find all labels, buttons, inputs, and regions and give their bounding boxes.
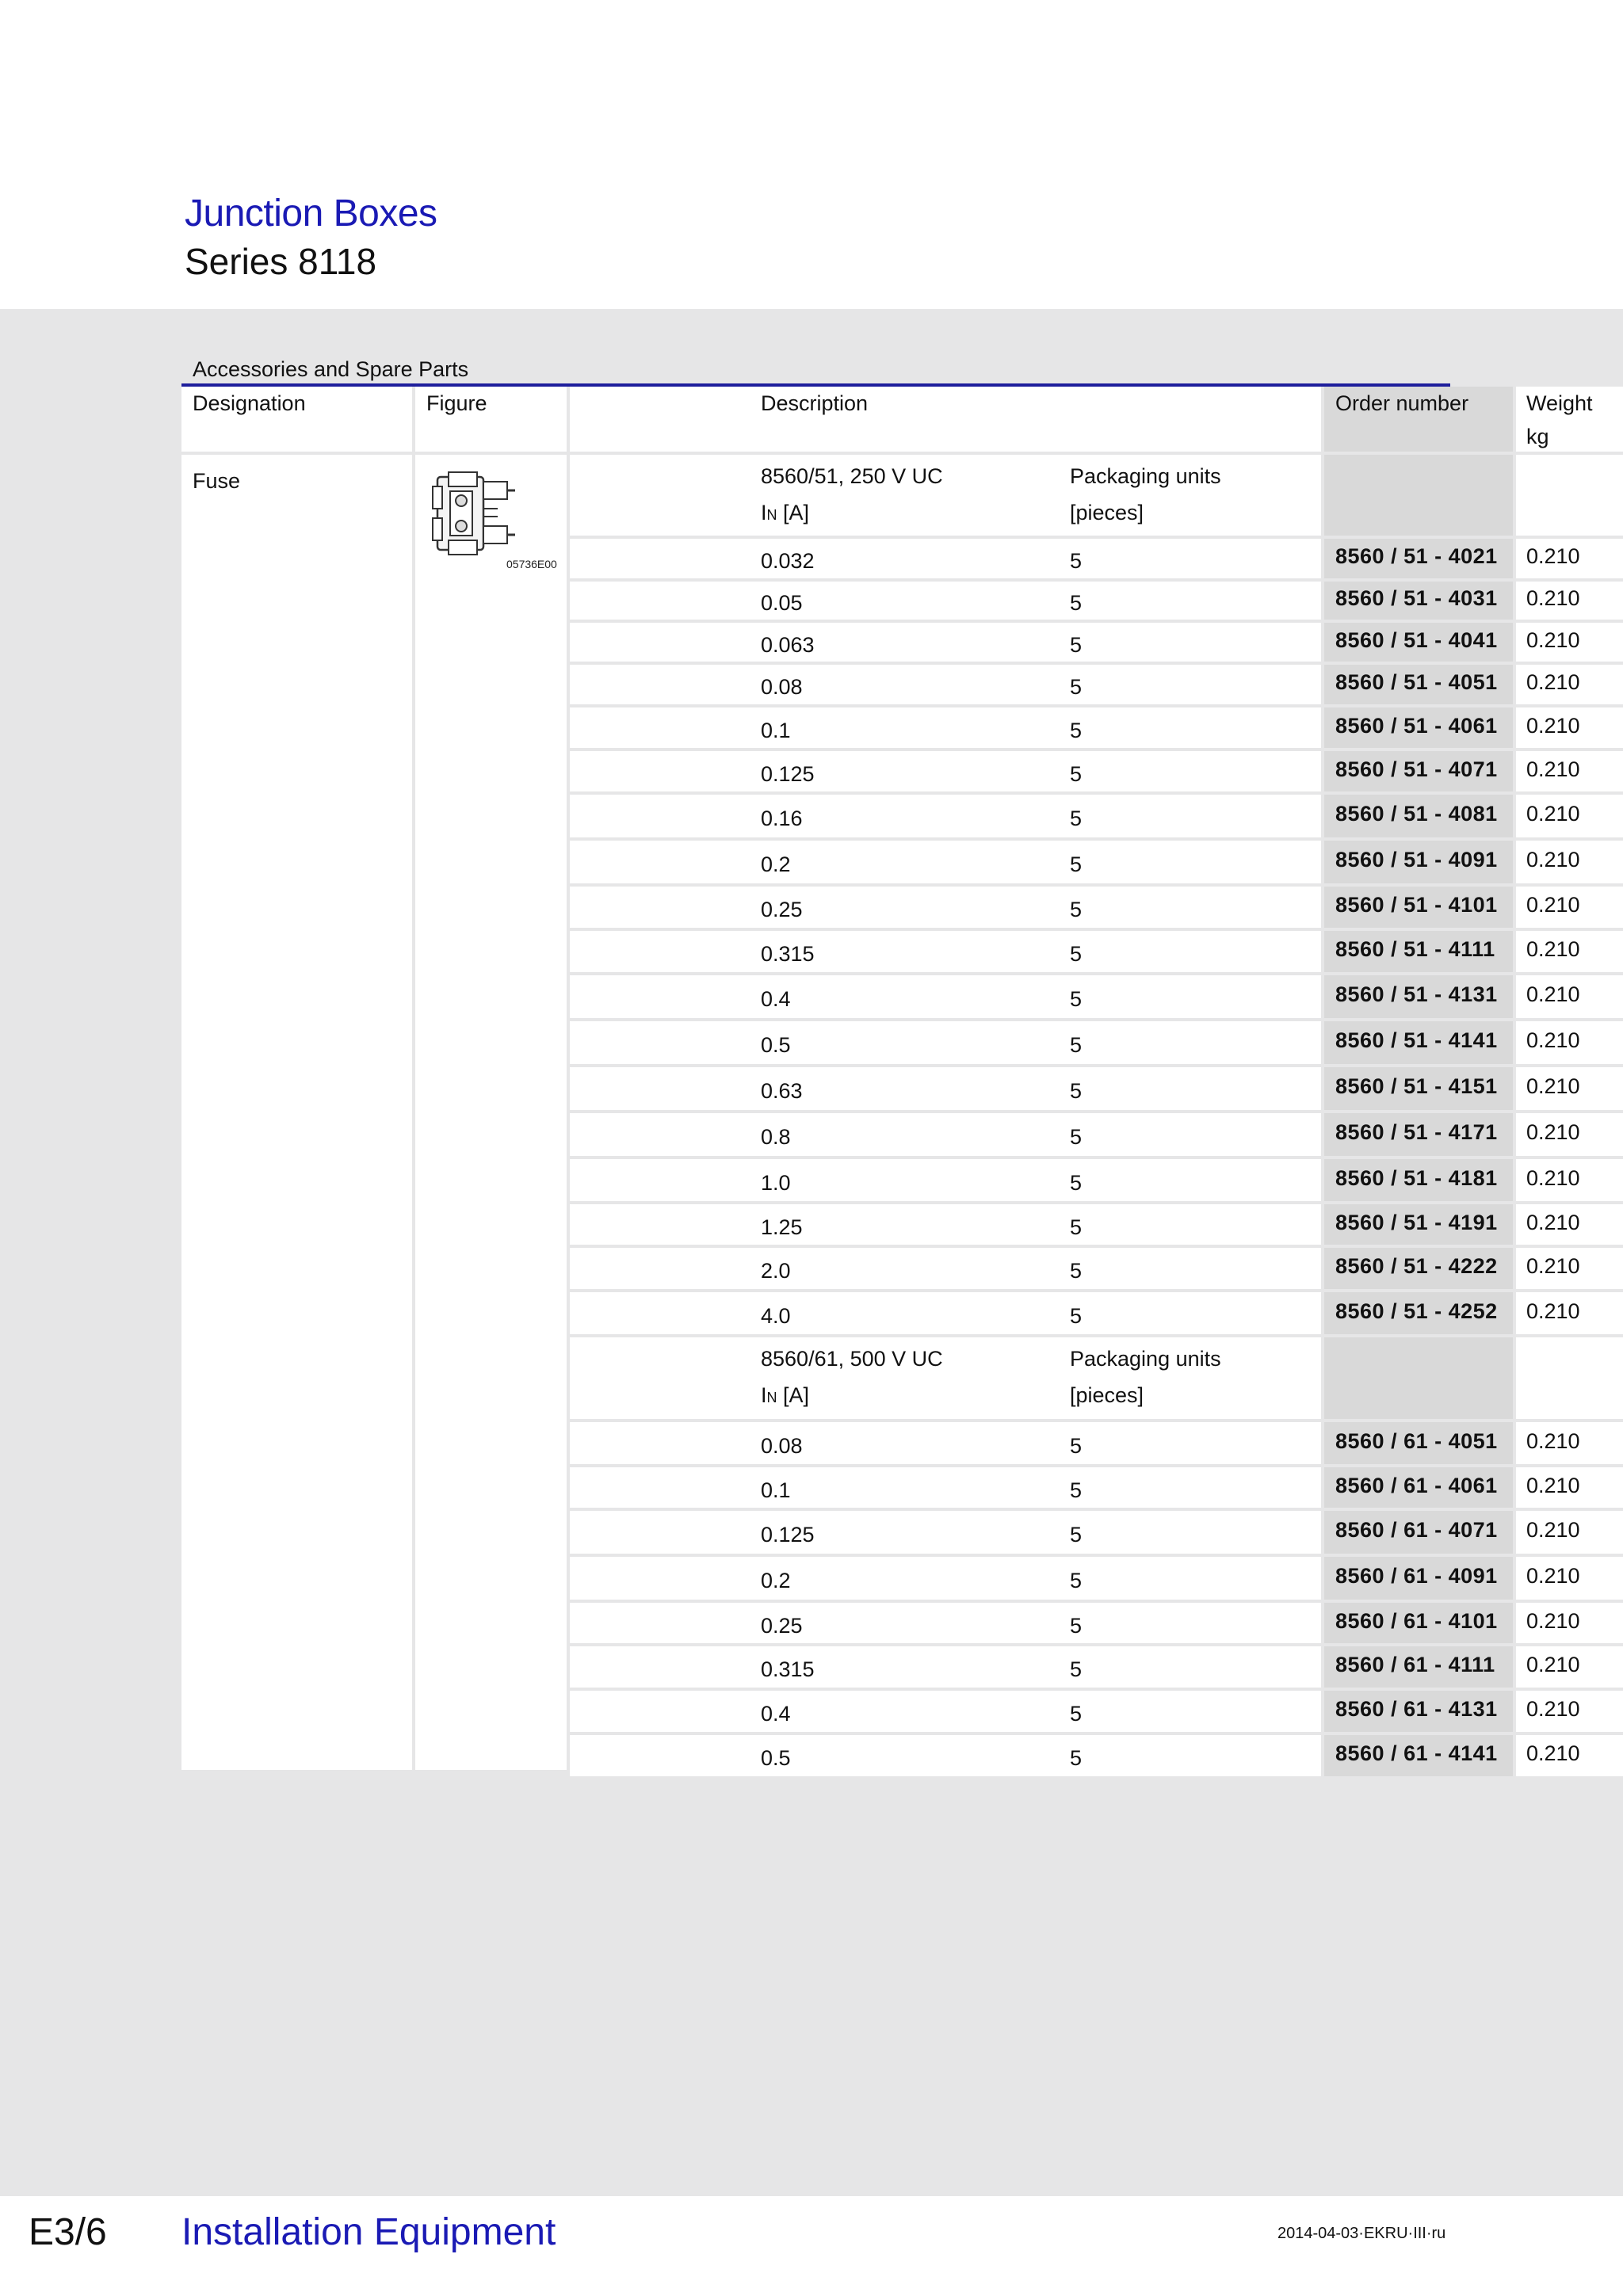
group-header-row	[570, 1337, 1623, 1419]
page-header	[0, 0, 1623, 309]
weight-value: 0.210	[1526, 1653, 1580, 1676]
row-description	[570, 539, 1321, 578]
header-weight-unit: kg	[1526, 425, 1549, 448]
order-number: 8560 / 51 - 4031	[1335, 586, 1498, 610]
rated-current: 0.2	[761, 852, 791, 876]
rated-current: 1.25	[761, 1215, 803, 1239]
table-header-row	[181, 387, 1593, 452]
row-order	[1324, 751, 1513, 791]
packaging-units: 5	[1070, 942, 1083, 966]
packaging-units: 5	[1070, 1259, 1083, 1283]
order-number: 8560 / 51 - 4021	[1335, 544, 1498, 568]
table-row	[570, 931, 1623, 972]
group-header-weight	[1516, 1337, 1623, 1419]
row-order	[1324, 1248, 1513, 1289]
row-order	[1324, 1603, 1513, 1643]
row-weight	[1516, 1557, 1623, 1600]
header-cell-order	[1324, 387, 1513, 452]
row-weight	[1516, 665, 1623, 704]
weight-value: 0.210	[1526, 1741, 1580, 1765]
order-number: 8560 / 61 - 4091	[1335, 1564, 1498, 1588]
table-row	[570, 582, 1623, 620]
page-number: E3/6	[29, 2211, 107, 2253]
table-row	[570, 1646, 1623, 1688]
order-number: 8560 / 51 - 4181	[1335, 1166, 1498, 1190]
packaging-units: 5	[1070, 549, 1083, 573]
weight-value: 0.210	[1526, 1609, 1580, 1633]
packaging-units: 5	[1070, 852, 1083, 876]
row-description	[570, 1422, 1321, 1464]
row-weight	[1516, 1646, 1623, 1688]
order-number: 8560 / 51 - 4091	[1335, 848, 1498, 871]
order-number: 8560 / 51 - 4131	[1335, 982, 1498, 1006]
weight-value: 0.210	[1526, 1120, 1580, 1144]
row-order	[1324, 887, 1513, 928]
packaging-units: 5	[1070, 1304, 1083, 1328]
table-row	[570, 795, 1623, 837]
row-description	[570, 1067, 1321, 1110]
weight-value: 0.210	[1526, 1299, 1580, 1323]
packaging-units: 5	[1070, 1033, 1083, 1057]
group-header-description	[570, 455, 1321, 536]
row-weight	[1516, 623, 1623, 662]
order-number: 8560 / 51 - 4101	[1335, 893, 1498, 917]
rated-current: 0.08	[761, 1434, 803, 1458]
footer-title: Installation Equipment	[181, 2211, 556, 2253]
row-order	[1324, 539, 1513, 578]
row-order	[1324, 975, 1513, 1018]
order-number: 8560 / 51 - 4222	[1335, 1254, 1498, 1278]
table-row	[570, 707, 1623, 748]
group-header-order	[1324, 455, 1513, 536]
order-number: 8560 / 51 - 4061	[1335, 714, 1498, 738]
row-weight	[1516, 1067, 1623, 1110]
packaging-units: 5	[1070, 1569, 1083, 1592]
current-label-unit: [A]	[777, 1383, 810, 1407]
figure-code: 05736E00	[506, 558, 557, 570]
table-row	[570, 539, 1623, 578]
weight-value: 0.210	[1526, 544, 1580, 568]
row-weight	[1516, 1603, 1623, 1643]
header-designation: Designation	[193, 391, 306, 415]
packaging-units: 5	[1070, 898, 1083, 921]
order-number: 8560 / 51 - 4191	[1335, 1211, 1498, 1234]
packaging-units: 5	[1070, 987, 1083, 1011]
order-number: 8560 / 51 - 4071	[1335, 757, 1498, 781]
row-description	[570, 1735, 1321, 1776]
table-row	[570, 975, 1623, 1018]
parts-table	[181, 387, 1593, 1770]
current-label	[761, 501, 809, 525]
packaging-label: Packaging units	[1070, 464, 1221, 488]
weight-value: 0.210	[1526, 628, 1580, 652]
current-label-subscript: N	[766, 1390, 777, 1405]
table-row	[570, 1021, 1623, 1064]
row-description	[570, 707, 1321, 748]
order-number: 8560 / 51 - 4151	[1335, 1074, 1498, 1098]
rated-current: 0.63	[761, 1079, 803, 1103]
row-weight	[1516, 795, 1623, 837]
row-order	[1324, 1422, 1513, 1464]
rated-current: 0.25	[761, 898, 803, 921]
row-description	[570, 1292, 1321, 1334]
row-weight	[1516, 841, 1623, 883]
weight-value: 0.210	[1526, 937, 1580, 961]
row-weight	[1516, 931, 1623, 972]
rated-current: 0.125	[761, 762, 815, 786]
row-weight	[1516, 1735, 1623, 1776]
header-order-number: Order number	[1335, 391, 1469, 415]
row-weight	[1516, 707, 1623, 748]
row-description	[570, 1204, 1321, 1245]
packaging-units: 5	[1070, 1614, 1083, 1638]
rated-current: 0.1	[761, 719, 791, 742]
table-row	[570, 1248, 1623, 1289]
footer-code: 2014-04-03·EKRU·III·ru	[1277, 2225, 1446, 2242]
order-number: 8560 / 61 - 4131	[1335, 1697, 1498, 1721]
row-description	[570, 1248, 1321, 1289]
header-cell-designation	[181, 387, 412, 452]
order-number: 8560 / 51 - 4111	[1335, 937, 1495, 961]
row-description	[570, 1557, 1321, 1600]
current-label-unit: [A]	[777, 501, 810, 524]
row-weight	[1516, 1159, 1623, 1201]
row-order	[1324, 1691, 1513, 1732]
row-description	[570, 795, 1321, 837]
order-number: 8560 / 51 - 4081	[1335, 802, 1498, 826]
table-row	[570, 665, 1623, 704]
row-description	[570, 1511, 1321, 1554]
weight-value: 0.210	[1526, 893, 1580, 917]
row-order	[1324, 841, 1513, 883]
row-order	[1324, 1735, 1513, 1776]
order-number: 8560 / 61 - 4101	[1335, 1609, 1498, 1633]
group-header-row	[570, 455, 1623, 536]
rated-current: 0.08	[761, 675, 803, 699]
order-number: 8560 / 51 - 4252	[1335, 1299, 1498, 1323]
row-order	[1324, 1467, 1513, 1508]
row-weight	[1516, 887, 1623, 928]
header-cell-description	[570, 387, 1321, 452]
row-order	[1324, 1204, 1513, 1245]
table-row	[570, 1467, 1623, 1508]
row-description	[570, 841, 1321, 883]
packaging-unit: [pieces]	[1070, 501, 1144, 524]
row-description	[570, 975, 1321, 1018]
rated-current: 0.315	[761, 942, 815, 966]
row-description	[570, 1691, 1321, 1732]
group-header-description	[570, 1337, 1321, 1419]
row-weight	[1516, 1248, 1623, 1289]
weight-value: 0.210	[1526, 982, 1580, 1006]
rated-current: 0.8	[761, 1125, 791, 1149]
weight-value: 0.210	[1526, 802, 1580, 826]
weight-value: 0.210	[1526, 1211, 1580, 1234]
row-description	[570, 582, 1321, 620]
row-weight	[1516, 1422, 1623, 1464]
table-row	[570, 1511, 1623, 1554]
figure-column	[415, 455, 567, 1770]
row-order	[1324, 931, 1513, 972]
table-row	[570, 841, 1623, 883]
fuse-holder-icon	[431, 469, 517, 558]
row-order	[1324, 1511, 1513, 1554]
table-row	[570, 1204, 1623, 1245]
packaging-units: 5	[1070, 675, 1083, 699]
header-description: Description	[761, 391, 869, 415]
row-order	[1324, 1113, 1513, 1156]
group-header-weight	[1516, 455, 1623, 536]
order-number: 8560 / 61 - 4051	[1335, 1429, 1498, 1453]
row-description	[570, 1603, 1321, 1643]
row-weight	[1516, 1691, 1623, 1732]
table-row	[570, 751, 1623, 791]
rated-current: 0.063	[761, 633, 815, 657]
packaging-units: 5	[1070, 633, 1083, 657]
row-description	[570, 1021, 1321, 1064]
packaging-label: Packaging units	[1070, 1347, 1221, 1371]
row-order	[1324, 1067, 1513, 1110]
row-description	[570, 665, 1321, 704]
order-number: 8560 / 51 - 4041	[1335, 628, 1498, 652]
section-label: Accessories and Spare Parts	[193, 357, 469, 381]
packaging-units: 5	[1070, 1215, 1083, 1239]
table-row	[570, 1735, 1623, 1776]
row-weight	[1516, 1021, 1623, 1064]
row-order	[1324, 1557, 1513, 1600]
row-description	[570, 1646, 1321, 1688]
rated-current: 0.4	[761, 1702, 791, 1726]
page-subtitle: Series 8118	[185, 241, 377, 282]
weight-value: 0.210	[1526, 1518, 1580, 1542]
packaging-units: 5	[1070, 1657, 1083, 1681]
table-row	[570, 887, 1623, 928]
rated-current: 4.0	[761, 1304, 791, 1328]
rated-current: 0.5	[761, 1033, 791, 1057]
row-weight	[1516, 539, 1623, 578]
weight-value: 0.210	[1526, 1074, 1580, 1098]
row-order	[1324, 795, 1513, 837]
table-row	[570, 1067, 1623, 1110]
order-number: 8560 / 61 - 4141	[1335, 1741, 1498, 1765]
row-order	[1324, 665, 1513, 704]
row-order	[1324, 1292, 1513, 1334]
table-row	[570, 1422, 1623, 1464]
group-header-order	[1324, 1337, 1513, 1419]
row-description	[570, 931, 1321, 972]
table-body	[181, 455, 1580, 1770]
group-title: 8560/61, 500 V UC	[761, 1347, 943, 1371]
rated-current: 0.315	[761, 1657, 815, 1681]
order-number: 8560 / 51 - 4051	[1335, 670, 1498, 694]
header-cell-weight	[1516, 387, 1623, 452]
row-weight	[1516, 1467, 1623, 1508]
weight-value: 0.210	[1526, 1028, 1580, 1052]
row-weight	[1516, 582, 1623, 620]
group-title: 8560/51, 250 V UC	[761, 464, 943, 488]
table-row	[570, 1691, 1623, 1732]
current-label-symbol: I	[761, 1383, 767, 1407]
row-weight	[1516, 1204, 1623, 1245]
table-row	[570, 1292, 1623, 1334]
row-weight	[1516, 1292, 1623, 1334]
packaging-units: 5	[1070, 807, 1083, 830]
row-order	[1324, 1159, 1513, 1201]
table-row	[570, 623, 1623, 662]
weight-value: 0.210	[1526, 1429, 1580, 1453]
designation-fuse: Fuse	[193, 469, 241, 493]
rated-current: 1.0	[761, 1171, 791, 1195]
row-order	[1324, 623, 1513, 662]
current-label-subscript: N	[766, 507, 777, 523]
weight-value: 0.210	[1526, 757, 1580, 781]
designation-column	[181, 455, 412, 1770]
row-weight	[1516, 1511, 1623, 1554]
row-description	[570, 1467, 1321, 1508]
page-title: Junction Boxes	[185, 193, 437, 235]
current-label-symbol: I	[761, 501, 767, 524]
packaging-units: 5	[1070, 1746, 1083, 1770]
rated-current: 0.5	[761, 1746, 791, 1770]
row-weight	[1516, 975, 1623, 1018]
weight-value: 0.210	[1526, 1697, 1580, 1721]
order-number: 8560 / 61 - 4061	[1335, 1474, 1498, 1497]
packaging-units: 5	[1070, 1478, 1083, 1502]
packaging-units: 5	[1070, 1125, 1083, 1149]
packaging-units: 5	[1070, 1079, 1083, 1103]
table-row	[570, 1603, 1623, 1643]
weight-value: 0.210	[1526, 670, 1580, 694]
row-weight	[1516, 1113, 1623, 1156]
row-description	[570, 887, 1321, 928]
order-number: 8560 / 51 - 4141	[1335, 1028, 1498, 1052]
header-figure: Figure	[426, 391, 487, 415]
packaging-units: 5	[1070, 1434, 1083, 1458]
weight-value: 0.210	[1526, 1166, 1580, 1190]
weight-value: 0.210	[1526, 586, 1580, 610]
weight-value: 0.210	[1526, 714, 1580, 738]
packaging-units: 5	[1070, 591, 1083, 615]
packaging-units: 5	[1070, 762, 1083, 786]
order-number: 8560 / 61 - 4071	[1335, 1518, 1498, 1542]
table-row	[570, 1557, 1623, 1600]
row-weight	[1516, 751, 1623, 791]
header-cell-figure	[415, 387, 567, 452]
rated-current: 0.032	[761, 549, 815, 573]
row-description	[570, 751, 1321, 791]
rated-current: 0.25	[761, 1614, 803, 1638]
order-number: 8560 / 61 - 4111	[1335, 1653, 1495, 1676]
row-order	[1324, 707, 1513, 748]
packaging-units: 5	[1070, 1523, 1083, 1547]
weight-value: 0.210	[1526, 1474, 1580, 1497]
rated-current: 0.16	[761, 807, 803, 830]
weight-value: 0.210	[1526, 1564, 1580, 1588]
order-number: 8560 / 51 - 4171	[1335, 1120, 1498, 1144]
packaging-unit: [pieces]	[1070, 1383, 1144, 1407]
row-order	[1324, 1021, 1513, 1064]
description-rows	[570, 455, 1623, 1779]
weight-value: 0.210	[1526, 848, 1580, 871]
row-description	[570, 1113, 1321, 1156]
packaging-units: 5	[1070, 1171, 1083, 1195]
rated-current: 0.125	[761, 1523, 815, 1547]
row-description	[570, 1159, 1321, 1201]
weight-value: 0.210	[1526, 1254, 1580, 1278]
row-description	[570, 623, 1321, 662]
row-order	[1324, 1646, 1513, 1688]
packaging-units: 5	[1070, 719, 1083, 742]
rated-current: 0.2	[761, 1569, 791, 1592]
packaging-units: 5	[1070, 1702, 1083, 1726]
header-weight: Weight	[1526, 391, 1593, 415]
table-row	[570, 1159, 1623, 1201]
rated-current: 0.05	[761, 591, 803, 615]
current-label	[761, 1383, 809, 1408]
row-order	[1324, 582, 1513, 620]
table-row	[570, 1113, 1623, 1156]
rated-current: 0.4	[761, 987, 791, 1011]
rated-current: 2.0	[761, 1259, 791, 1283]
rated-current: 0.1	[761, 1478, 791, 1502]
